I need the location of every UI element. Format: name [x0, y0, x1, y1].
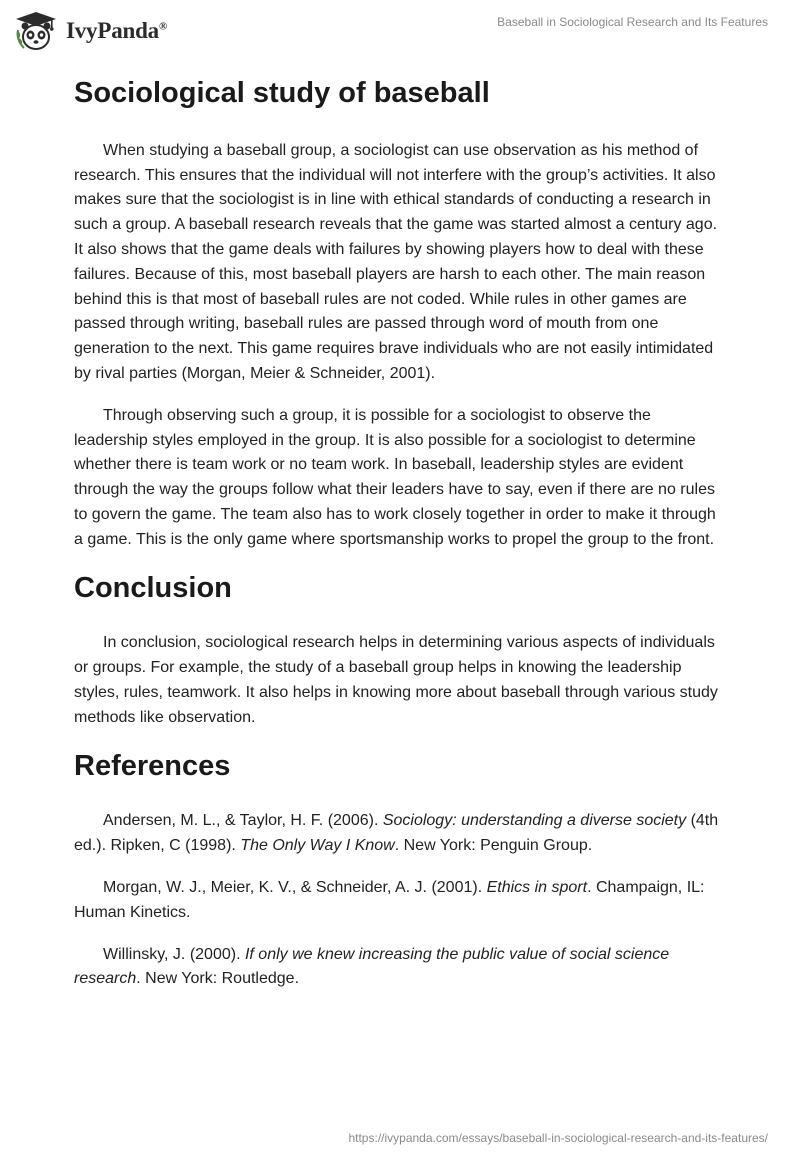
reference-item: Andersen, M. L., & Taylor, H. F. (2006). Sociology: understanding a diverse society (4th ed.). Ripken, C (1998). The Only Way I Know. New York: Penguin Group. — [74, 812, 719, 855]
section-title-conclusion: Conclusion — [74, 571, 232, 604]
paragraph-conclusion: In conclusion, sociological research helps in determining various aspects of individuals or groups. For example, the study of a baseball group helps in knowing the leadership styles, rules, teamwork. It also helps in knowing more about baseball through various study methods like observation. — [74, 634, 718, 726]
page-header — [0, 0, 800, 56]
section-title-references: References — [74, 749, 231, 782]
article-body — [74, 72, 724, 992]
ivypanda-logo[interactable] — [14, 10, 167, 52]
paragraph-study-1: When studying a baseball group, a sociologist can use observation as his method of research. This ensures that the individual will not interfere with the group’s activities. It also makes sure that the sociologist is in line with ethical standards of conducting a research in such a group. A baseball research reveals that the game was started almost a century ago. It also shows that the game deals with failures by showing players how to deal with these failures. Because of this, most baseball players are harsh to each other. The main reason behind this is that most of baseball rules are not coded. While rules in other games are passed through writing, baseball rules are passed through word of mouth from one generation to the next. This game requires brave individuals who are not easily intimidated by rival parties (Morgan, Meier & Schneider, 2001). — [74, 141, 718, 382]
paragraph-study-2: Through observing such a group, it is possible for a sociologist to observe the leadership styles employed in the group. It is also possible for a sociologist to determine whether there is team work or no team work. In baseball, leadership styles are evident through the way the groups follow what their leaders have to say, even if there are no rules to govern the game. The team also has to work closely together in order to make it through a game. This is the only game where sportsmanship works to propel the group to the front. — [74, 406, 716, 548]
brand-name: IvyPanda® — [66, 18, 168, 43]
panda-graduate-icon — [14, 10, 58, 52]
reference-item: Morgan, W. J., Meier, K. V., & Schneider, A. J. (2001). Ethics in sport. Champaign, IL: Human Kinetics. — [74, 878, 705, 921]
source-url-link[interactable]: https://ivypanda.com/essays/baseball-in-sociological-research-and-its-features/ — [348, 1131, 768, 1145]
section-title-sociological-study: Sociological study of baseball — [74, 77, 490, 109]
reference-item: Willinsky, J. (2000). If only we knew increasing the public value of social science research. New York: Routledge. — [74, 945, 670, 988]
document-title: Baseball in Sociological Research and Its Features — [497, 15, 768, 29]
